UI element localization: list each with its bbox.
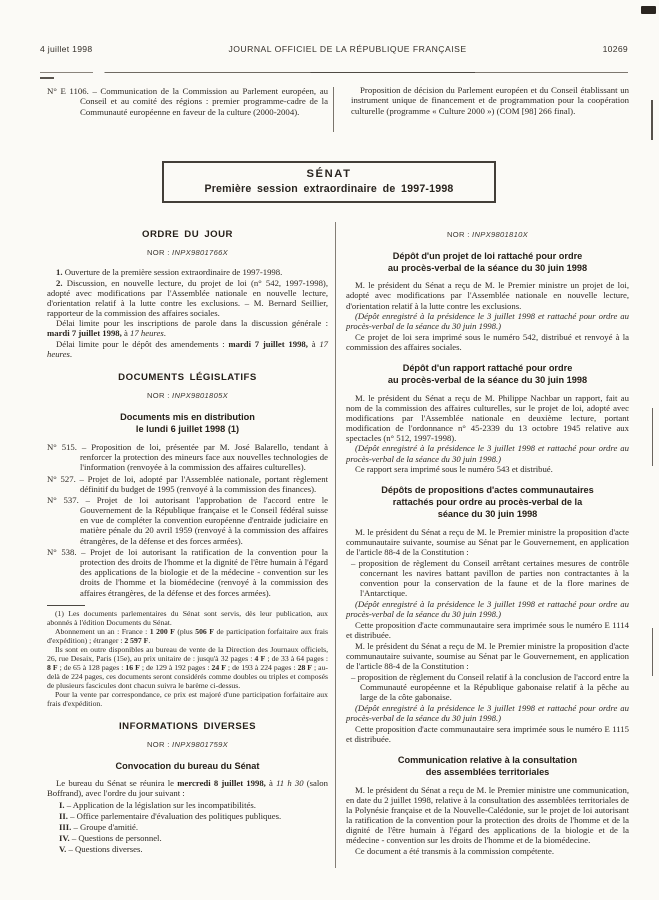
header-rule	[40, 72, 628, 73]
top-column-divider	[333, 87, 334, 132]
nor-line	[346, 231, 629, 240]
masthead-title: SÉNAT	[306, 168, 352, 180]
text-segment: IV.	[59, 832, 70, 843]
main-body	[47, 222, 629, 856]
text-segment: .	[69, 349, 73, 360]
text-segment: 16 F	[125, 662, 140, 672]
text-segment: ; de 65 à 128 pages :	[57, 662, 126, 672]
top-left-column	[47, 84, 328, 119]
section-heading-documents-legislatifs: DOCUMENTS LÉGISLATIFS	[118, 372, 257, 384]
nor-line	[47, 392, 328, 401]
eu-communication-item: N° E 1106. – Communication de la Commission au Parlement européen, au Conseil et au comité des régions : premier programme-cadre de la Communauté européenne en faveur de la culture (2000-2004).	[47, 85, 328, 117]
text-segment: INPX9801805X	[172, 391, 228, 401]
text-segment: – Groupe d'amitié.	[71, 821, 139, 832]
text-segment: à	[121, 328, 131, 339]
scan-artifact	[641, 6, 656, 14]
text-segment: 28 F	[297, 662, 312, 672]
footnote-text	[47, 645, 328, 690]
footnote-text: (1) Les documents parlementaires du Sénat sont servis, dès leur publication, aux abonnés à l'édition Documents du Sénat.	[47, 608, 328, 627]
text-segment: mardi 7 juillet 1998,	[47, 328, 122, 339]
numbered-item: N° 537. – Projet de loi autorisant l'approbation de l'accord entre le Gouvernement de la République française et le Conseil fédéral suisse en vue de compléter la convention européenne d'entraide judiciaire en matière pénale du 20 avril 1959 (renvoyé à la commission des affaires étrangères, de la défense et des forces armées).	[47, 495, 328, 546]
page-header	[40, 44, 628, 54]
right-column	[346, 222, 629, 856]
text-segment: 1 200 F	[149, 626, 175, 636]
agenda-item	[47, 800, 328, 810]
paragraph	[47, 278, 328, 318]
subheading-depot-projet-loi: Dépôt d'un projet de loi rattaché pour ordre au procès-verbal de la séance du 30 juin 1998	[387, 250, 588, 273]
paragraph	[346, 443, 629, 463]
text-segment: INPX9801810X	[472, 230, 528, 239]
paragraph	[47, 339, 328, 359]
top-right-column	[346, 84, 629, 119]
text-segment: à	[307, 339, 320, 350]
text-segment: 11 h 30	[276, 778, 304, 789]
subheading-documents-distribution: Documents mis en distribution le lundi 6 juillet 1998 (1)	[120, 412, 255, 434]
paragraph: M. le président du Sénat a reçu de M. le Premier ministre la proposition d'acte communautaire suivante, soumise au Sénat par le Gouvernement, en application de l'article 88-4 de la Constitution :	[346, 526, 629, 557]
footnote-rule	[47, 605, 85, 606]
numbered-item: N° 515. – Proposition de loi, présentée par M. José Balarello, tendant à renforcer la protection des mineurs face aux nouvelles technologies de l'information (renvoyée à la commission des affaires culturelles).	[47, 441, 328, 472]
text-segment: – Office parlementaire d'évaluation des politiques publiques.	[67, 810, 282, 821]
text-segment: Délai limite pour le dépôt des amendements :	[56, 339, 229, 350]
text-segment: I.	[59, 799, 65, 810]
dash-item: – proposition de règlement du Conseil arrêtant certaines mesures de contrôle concernant les navires battant pavillon de parties non contractantes à la convention pour la conservation de la faune et de la flore marines de l'Antarctique.	[351, 557, 629, 599]
text-segment: (Dépôt enregistré à la présidence le 3 juillet 1998 et rattaché pour ordre au procès-verbal de la séance du 30 juin 1998.)	[346, 311, 629, 332]
paragraph	[47, 778, 328, 798]
text-segment: III.	[59, 821, 72, 832]
paragraph	[47, 267, 328, 277]
subheading-convocation-bureau: Convocation du bureau du Sénat	[115, 760, 260, 771]
nor-line	[47, 249, 328, 258]
scan-artifact	[651, 100, 653, 140]
paragraph: M. le président du Sénat a reçu de M. le Premier ministre la proposition d'acte communautaire suivante, soumise au Sénat par le Gouvernement, en application de l'article 88-4 de la Constitution :	[346, 640, 629, 671]
text-segment: 24 F	[211, 662, 226, 672]
text-segment: (Dépôt enregistré à la présidence le 3 juillet 1998 et rattaché pour ordre au procès-verbal de la séance du 30 juin 1998.)	[346, 599, 629, 620]
text-segment: Délai limite pour les inscriptions de parole dans la discussion générale :	[56, 318, 328, 329]
scan-artifact	[40, 77, 54, 79]
numbered-item: N° 527. – Projet de loi, adopté par l'Assemblée nationale, portant règlement définitif du budget de 1995 (renvoyé à la commission des finances).	[47, 473, 328, 494]
text-segment: 2 597 F	[124, 635, 149, 645]
paragraph: M. le président du Sénat a reçu de M. le Premier ministre un projet de loi, adopté avec modifications par l'Assemblée nationale en nouvelle lecture, d'orientation relatif à la lutte contre les exclusions.	[346, 280, 629, 311]
subheading-depot-rapport: Dépôt d'un rapport rattaché pour ordre au procès-verbal de la séance du 30 juin 1998	[387, 362, 588, 385]
paragraph: Ce projet de loi sera imprimé sous le numéro 542, distribué et renvoyé à la commission des affaires sociales.	[346, 331, 629, 352]
section-heading-informations-diverses: INFORMATIONS DIVERSES	[118, 720, 257, 732]
text-segment: 2.	[56, 277, 67, 288]
senat-masthead-box	[162, 161, 496, 203]
header-journal-title: JOURNAL OFFICIEL DE LA RÉPUBLIQUE FRANÇAISE	[228, 44, 467, 54]
text-segment: .	[148, 635, 151, 645]
agenda-item	[47, 822, 328, 832]
text-segment: 8 F	[47, 662, 58, 672]
section-heading-ordre-du-jour: ORDRE DU JOUR	[142, 229, 233, 240]
numbered-item: N° 538. – Projet de loi autorisant la ratification de la convention pour la protection des droits de l'homme et la dignité de l'être humain à l'égard des applications de la biologie et de la médecine - convention sur les droits de l'homme et la biomédecine (renvoyé à la commission des affaires étrangères, de la défense et des forces armées).	[47, 547, 328, 598]
top-continuation-section	[47, 84, 629, 119]
text-segment: ; de 33 à 64 pages :	[265, 653, 328, 663]
text-segment: .	[163, 328, 166, 339]
subheading-communication-consultation: Communication relative à la consultation des assemblées territoriales	[397, 755, 578, 777]
text-segment: 1.	[56, 266, 65, 277]
text-segment: 17 heures	[130, 328, 164, 339]
text-segment: – Questions diverses.	[66, 843, 143, 854]
masthead-subtitle: Première session extraordinaire de 1997-1998	[204, 183, 454, 195]
paragraph	[346, 599, 629, 619]
text-segment: (salon Boffrand), avec l'ordre du jour suivant :	[47, 778, 328, 799]
header-page-number: 10269	[602, 44, 628, 54]
paragraph	[346, 703, 629, 723]
column-divider	[335, 222, 336, 868]
text-segment: NOR :	[147, 391, 173, 401]
left-column	[47, 222, 328, 856]
text-segment: 17 heures	[47, 339, 328, 360]
text-segment: NOR :	[147, 739, 173, 749]
text-segment: V.	[59, 843, 67, 854]
agenda-item	[47, 833, 328, 843]
paragraph: M. le président du Sénat a reçu de M. Philippe Nachbar un rapport, fait au nom de la commission des affaires culturelles, sur le projet de loi, adopté avec modifications par l'Assemblée nationale en deuxième lecture, portant modification de l'ordonnance n° 45-2339 du 13 octobre 1945 relative aux spectacles (n° 512, 1997-1998).	[346, 392, 629, 443]
agenda-item	[47, 811, 328, 821]
nor-line	[47, 741, 328, 750]
agenda-item	[47, 844, 328, 854]
paragraph	[47, 318, 328, 338]
text-segment: mercredi 8 juillet 1998,	[177, 778, 266, 789]
paragraph: Ce document a été transmis à la commission compétente.	[355, 845, 555, 856]
paragraph	[346, 311, 629, 331]
text-segment: Ouverture de la première session extraordinaire de 1997-1998.	[64, 266, 283, 277]
text-segment: – Questions de personnel.	[69, 832, 162, 843]
text-segment: II.	[59, 810, 68, 821]
text-segment: Ils sont en outre disponibles au bureau de vente de la Direction des Journaux officiels, 26, rue Desaix, Paris (15e), au prix unitaire de : jusqu'à 32 pages :	[47, 644, 328, 663]
text-segment: (Dépôt enregistré à la présidence le 3 juillet 1998 et rattaché pour ordre au procès-verbal de la séance du 30 juin 1998.)	[346, 443, 629, 464]
text-segment: (plus	[174, 626, 196, 636]
subheading-depots-actes-communautaires: Dépôts de propositions d'actes communautaires rattachés pour ordre au procès-verbal de la séance du 30 juin 1998	[381, 485, 594, 519]
text-segment: mardi 7 juillet 1998,	[228, 339, 308, 350]
paragraph: Ce rapport sera imprimé sous le numéro 543 et distribué.	[355, 464, 553, 475]
text-segment: NOR :	[447, 230, 473, 239]
text-segment: – Application de la législation sur les incompatibilités.	[64, 799, 256, 810]
header-date: 4 juillet 1998	[40, 44, 93, 54]
footnote-text	[47, 627, 328, 645]
footnote-text: Pour la vente par correspondance, ce prix est majoré d'une participation forfaitaire aux frais d'expédition.	[47, 689, 328, 708]
text-segment: Discussion, en nouvelle lecture, du projet de loi (n° 542, 1997-1998), adopté avec modifications par l'Assemblée nationale en nouvelle lecture, d'orientation relatif à la lutte contre les exclusions. – M. Bernard Seillier, rapporteur de la commission des affaires sociales.	[47, 277, 329, 318]
text-segment: 4 F	[254, 653, 266, 663]
eu-proposition-item: Proposition de décision du Parlement européen et du Conseil établissant un instrument unique de financement et de programmation pour la coopération culturelle (programme « Culture 2000 ») (COM [98] 266 final).	[351, 84, 629, 116]
text-segment: 506 F	[195, 626, 214, 636]
text-segment: (Dépôt enregistré à la présidence le 3 juillet 1998 et rattaché pour ordre au procès-verbal de la séance du 30 juin 1998.)	[346, 703, 629, 724]
text-segment: ; au-delà de 224 pages, ces documents seront considérés comme doubles ou triples et composés de plusieurs fascicules dont chacun suivra le barème ci-dessus.	[47, 662, 328, 690]
paragraph: Cette proposition d'acte communautaire sera imprimée sous le numéro E 1115 et distribuée.	[346, 723, 629, 744]
dash-item: – proposition de règlement du Conseil relatif à la conclusion de l'accord entre la Communauté européenne et la République gabonaise relatif à la pêche au large de la côte gabonaise.	[351, 671, 629, 703]
text-segment: ; de 129 à 192 pages :	[139, 662, 212, 672]
scan-artifact	[652, 628, 653, 676]
paragraph: M. le président du Sénat a reçu de M. le Premier ministre une communication, en date du 2 juillet 1998, relative à la consultation des assemblées territoriales de la Polynésie française et de la Nouvelle-Calédonie, sur le projet de loi autorisant la ratification de la convention pour la protection des droits de l'homme et de la dignité de l'être humain à l'égard des applications de la biologie et de la médecine - convention sur les droits de l'homme et de la biomédecine.	[346, 784, 629, 846]
text-segment: de participation forfaitaire aux frais d'expédition) ; étranger :	[47, 626, 329, 645]
text-segment: à	[265, 778, 277, 789]
text-segment: INPX9801766X	[172, 248, 228, 258]
text-segment: INPX9801759X	[172, 739, 228, 749]
text-segment: NOR :	[147, 248, 173, 258]
text-segment: Abonnement un an : France :	[55, 626, 150, 636]
text-segment: Le bureau du Sénat se réunira le	[56, 778, 178, 789]
paragraph: Cette proposition d'acte communautaire sera imprimée sous le numéro E 1114 et distribuée.	[346, 619, 629, 640]
scan-artifact	[652, 408, 653, 466]
text-segment: ; de 193 à 224 pages :	[225, 662, 298, 672]
